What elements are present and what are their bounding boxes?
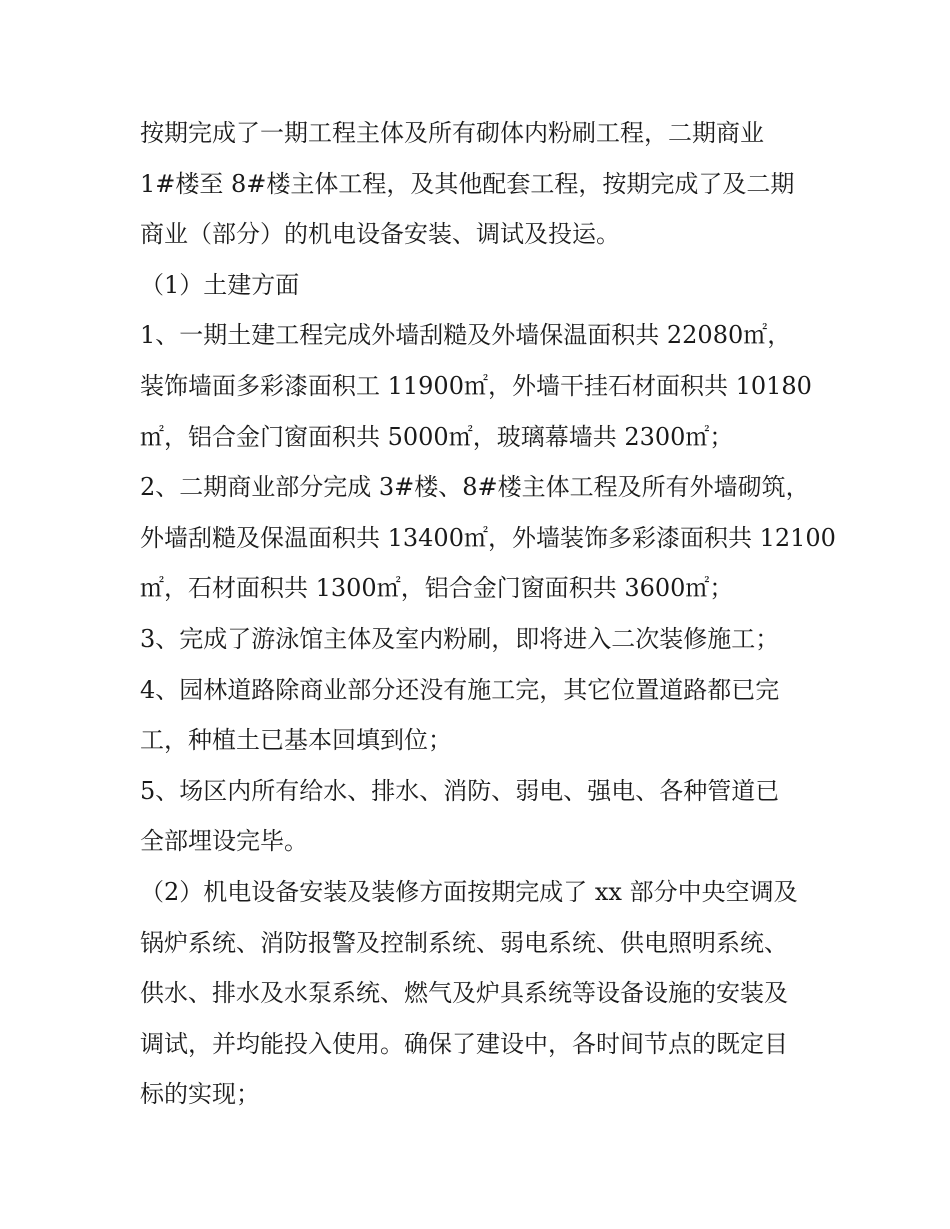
- paragraph-line: 调试，并均能投入使用。确保了建设中，各时间节点的既定目: [140, 1029, 788, 1058]
- list-item-5: 5、场区内所有给水、排水、消防、弱电、强电、各种管道已: [140, 776, 780, 805]
- paragraph-line: 商业（部分）的机电设备安装、调试及投运。: [140, 220, 620, 249]
- list-item-5-cont: 全部埋设完毕。: [140, 827, 308, 856]
- paragraph-line: 供水、排水及水泵系统、燃气及炉具系统等设备设施的安装及: [140, 979, 788, 1008]
- paragraph-line: 1#楼至 8#楼主体工程，及其他配套工程，按期完成了及二期: [140, 169, 795, 198]
- list-item-4-cont: 工，种植土已基本回填到位；: [140, 726, 452, 755]
- list-item-1-cont: 装饰墙面多彩漆面积工 11900㎡，外墙干挂石材面积共 10180: [140, 371, 812, 400]
- list-item-2-cont: 外墙刮糙及保温面积共 13400㎡，外墙装饰多彩漆面积共 12100: [140, 523, 836, 552]
- list-item-3: 3、完成了游泳馆主体及室内粉刷，即将进入二次装修施工；: [140, 624, 780, 653]
- document-body: [140, 108, 836, 1120]
- paragraph-line: 标的实现；: [140, 1080, 260, 1109]
- paragraph-line: 按期完成了一期工程主体及所有砌体内粉刷工程，二期商业: [140, 119, 764, 147]
- list-item-1-cont: ㎡，铝合金门窗面积共 5000㎡，玻璃幕墙共 2300㎡；: [140, 422, 734, 451]
- list-item-1: 1、一期土建工程完成外墙刮糙及外墙保温面积共 22080㎡，: [140, 321, 792, 350]
- paragraph-line: 锅炉系统、消防报警及控制系统、弱电系统、供电照明系统、: [140, 928, 788, 957]
- list-item-2-cont: ㎡，石材面积共 1300㎡，铝合金门窗面积共 3600㎡；: [140, 574, 734, 603]
- list-item-2: 2、二期商业部分完成 3#楼、8#楼主体工程及所有外墙砌筑，: [140, 473, 810, 502]
- list-item-4: 4、园林道路除商业部分还没有施工完，其它位置道路都已完: [140, 675, 780, 704]
- section-heading-mep: （2）机电设备安装及装修方面按期完成了 xx 部分中央空调及: [140, 877, 798, 906]
- section-heading-civil: （1）土建方面: [140, 270, 300, 299]
